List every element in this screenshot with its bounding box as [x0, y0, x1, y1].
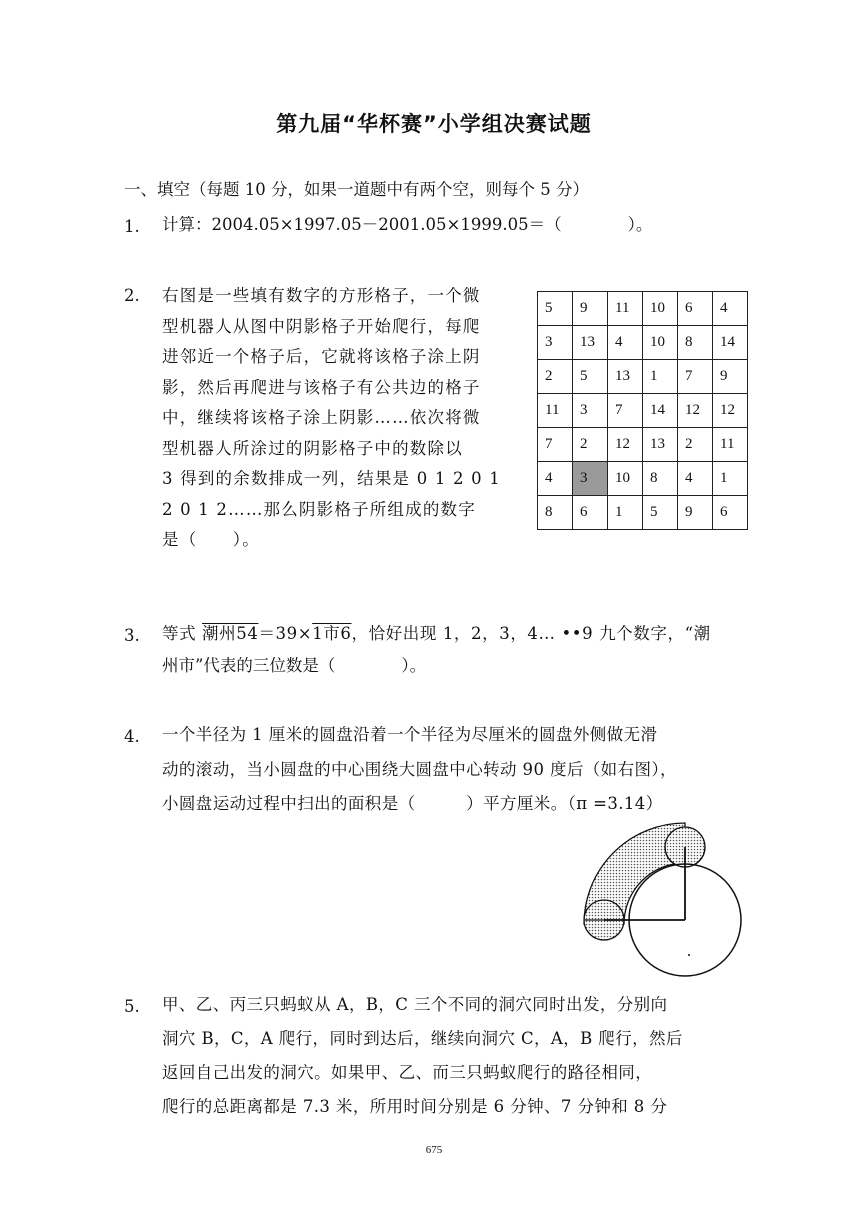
- grid-cell: 13: [573, 326, 608, 360]
- question-2-line: 中，继续将该格子涂上阴影……依次将微: [162, 408, 481, 427]
- grid-row: [538, 326, 748, 360]
- q3-suffix: ，恰好出现 1，2，3，4… ••9 九个数字，“潮: [351, 624, 711, 643]
- q3-prefix: 等式: [162, 624, 203, 643]
- grid-cell: 5: [643, 496, 678, 530]
- grid-cell: 1: [713, 462, 748, 496]
- grid-cell: 4: [608, 326, 643, 360]
- number-grid: [537, 291, 748, 530]
- question-3-line-1: [162, 626, 711, 643]
- grid-row: [538, 292, 748, 326]
- grid-cell: 4: [538, 462, 573, 496]
- grid-row: [538, 428, 748, 462]
- grid-row: [538, 360, 748, 394]
- grid-cell: 4: [713, 292, 748, 326]
- question-4-line: 一个半径为 1 厘米的圆盘沿着一个半径为尽厘米的圆盘外侧做无滑: [162, 725, 658, 744]
- grid-cell: 6: [713, 496, 748, 530]
- center-dot: [688, 954, 690, 956]
- grid-cell: 3: [573, 394, 608, 428]
- grid-cell: 11: [608, 292, 643, 326]
- grid-cell: 12: [608, 428, 643, 462]
- grid-cell: 5: [573, 360, 608, 394]
- grid-cell: 3: [538, 326, 573, 360]
- question-1-number: 1.: [124, 217, 140, 236]
- page-title: 第九届“华杯赛”小学组决赛试题: [276, 112, 592, 136]
- grid-cell: 2: [573, 428, 608, 462]
- q3-overline-1: 潮州54: [202, 624, 259, 643]
- question-3-number: 3.: [124, 626, 140, 645]
- grid-cell: 1: [608, 496, 643, 530]
- grid-cell: 11: [538, 394, 573, 428]
- grid-cell: 12: [678, 394, 713, 428]
- question-2-line: 型机器人从图中阴影格子开始爬行，每爬: [162, 316, 481, 336]
- question-5-line: 爬行的总距离都是 7.3 米，所用时间分别是 6 分钟、7 分钟和 8 分: [162, 1097, 668, 1116]
- grid-row: [538, 496, 748, 530]
- question-3-line-2: 州市”代表的三位数是（ ）。: [162, 656, 427, 675]
- question-2-line: 是（ ）。: [162, 530, 260, 549]
- page-number: 675: [425, 1144, 443, 1156]
- grid-row: [538, 394, 748, 428]
- question-4-line: 动的滚动，当小圆盘的中心围绕大圆盘中心转动 90 度后（如右图），: [162, 760, 677, 779]
- grid-cell: 8: [643, 462, 678, 496]
- grid-cell: 11: [713, 428, 748, 462]
- grid-cell: 5: [538, 292, 573, 326]
- grid-cell: 8: [678, 326, 713, 360]
- grid-cell: 6: [678, 292, 713, 326]
- grid-cell: 9: [678, 496, 713, 530]
- grid-cell: 6: [573, 496, 608, 530]
- question-5-line: 返回自己出发的洞穴。如果甲、乙、而三只蚂蚁爬行的路径相同，: [162, 1063, 653, 1082]
- q3-overline-2: 1市6: [312, 624, 352, 643]
- question-2-line: 右图是一些填有数字的方形格子，一个微: [162, 286, 481, 305]
- grid-cell: 14: [713, 326, 748, 360]
- question-2-line: 3 得到的余数排成一列，结果是 0 1 2 0 1: [162, 469, 501, 488]
- grid-cell: 13: [608, 360, 643, 394]
- grid-cell: 1: [643, 360, 678, 394]
- question-2-line: 进邻近一个格子后，它就将该格子涂上阴: [162, 347, 481, 366]
- question-4-number: 4.: [124, 727, 140, 746]
- grid-cell: 9: [573, 292, 608, 326]
- question-2-line: 2 0 1 2……那么阴影格子所组成的数字: [162, 499, 476, 519]
- question-2-line: 影，然后再爬进与该格子有公共边的格子: [162, 377, 481, 397]
- grid-cell: 8: [538, 496, 573, 530]
- grid-cell: 10: [643, 292, 678, 326]
- section-heading: 一、填空（每题 10 分，如果一道题中有两个空，则每个 5 分）: [124, 180, 589, 199]
- grid-cell: 7: [538, 428, 573, 462]
- grid-cell: 7: [608, 394, 643, 428]
- grid-cell-shaded: 3: [573, 462, 608, 496]
- grid-cell: 13: [643, 428, 678, 462]
- question-5-number: 5.: [124, 997, 140, 1016]
- grid-cell: 2: [538, 360, 573, 394]
- grid-cell: 12: [713, 394, 748, 428]
- grid-cell: 4: [678, 462, 713, 496]
- question-1-text: 计算：2004.05×1997.05－2001.05×1999.05＝（ ）。: [162, 215, 653, 234]
- question-4-line: 小圆盘运动过程中扫出的面积是（ ）平方厘米。（π =3.14）: [162, 794, 663, 813]
- question-2-text: [162, 281, 512, 556]
- question-5-line: 洞穴 B，C，A 爬行，同时到达后，继续向洞穴 C，A，B 爬行，然后: [162, 1029, 683, 1048]
- question-2-line: 型机器人所涂过的阴影格子中的数除以: [162, 438, 463, 458]
- grid-cell: 9: [713, 360, 748, 394]
- grid-cell: 10: [608, 462, 643, 496]
- grid-cell: 7: [678, 360, 713, 394]
- question-2-number: 2.: [124, 286, 140, 305]
- question-5-line: 甲、乙、丙三只蚂蚁从 A，B，C 三个不同的洞穴同时出发，分别向: [162, 995, 668, 1014]
- grid-cell: 14: [643, 394, 678, 428]
- q3-equation: ＝39×: [258, 624, 313, 643]
- grid-cell: 2: [678, 428, 713, 462]
- rolling-disc-figure: [576, 815, 746, 985]
- grid-cell: 10: [643, 326, 678, 360]
- grid-row: [538, 462, 748, 496]
